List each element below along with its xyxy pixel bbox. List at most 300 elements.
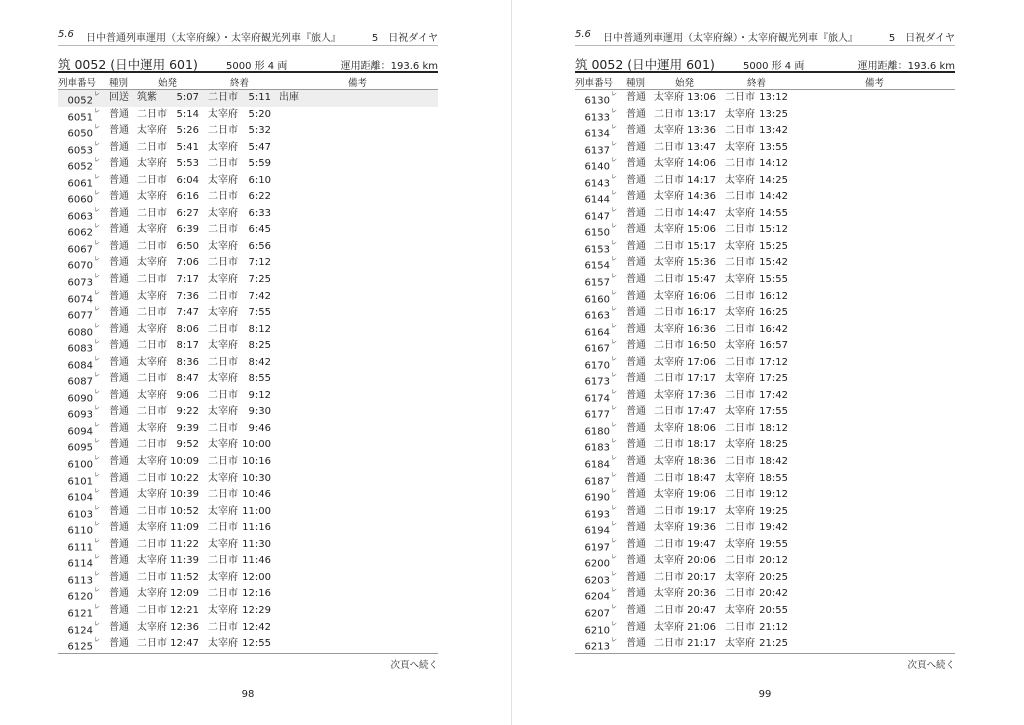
page-number: 98 [241, 689, 255, 700]
arrival-time: 17:42 [759, 389, 788, 401]
train-type: 普通 [626, 373, 646, 385]
departure-time: 5:41 [176, 141, 199, 153]
departure-time: 13:06 [687, 92, 716, 103]
destination-station: 二日市 [725, 621, 755, 633]
table-row [58, 222, 438, 239]
train-suffix: レ [610, 339, 617, 347]
table-row [58, 471, 438, 488]
train-type: 普通 [626, 522, 646, 534]
arrival-time: 20:55 [759, 604, 788, 616]
train-suffix: レ [610, 256, 617, 264]
train-type: 普通 [109, 323, 129, 335]
arrival-time: 6:33 [248, 207, 271, 219]
operation-distance: 運用距離：193.6 km [857, 61, 955, 72]
arrival-time: 20:42 [759, 588, 788, 600]
section-number: 5.6 [575, 29, 591, 40]
train-suffix: レ [610, 173, 617, 181]
departure-time: 9:06 [176, 389, 199, 401]
arrival-time: 9:12 [248, 389, 271, 401]
train-suffix: レ [610, 438, 617, 446]
train-type: 普通 [626, 406, 646, 418]
train-suffix: レ [610, 455, 617, 463]
train-type: 普通 [109, 604, 129, 616]
destination-station: 太宰府 [725, 240, 755, 252]
origin-station: 二日市 [137, 538, 167, 550]
train-type: 普通 [109, 290, 129, 302]
train-number-text: 6193 [584, 509, 610, 520]
train-number-text: 6204 [584, 591, 610, 603]
destination-station: 二日市 [725, 555, 755, 567]
train-suffix: レ [93, 355, 100, 363]
operation-id: 筑 0052 (日中運用 601) [575, 57, 715, 72]
origin-station: 二日市 [137, 240, 167, 252]
train-type: 普通 [109, 638, 129, 650]
origin-station: 太宰府 [137, 323, 167, 335]
train-type: 普通 [626, 290, 646, 302]
arrival-time: 13:12 [759, 92, 788, 103]
train-number-text: 6110 [67, 525, 93, 537]
train-number-text: 6124 [67, 624, 93, 636]
origin-station: 二日市 [654, 108, 684, 120]
departure-time: 8:36 [176, 356, 199, 368]
origin-station: 二日市 [654, 307, 684, 319]
destination-station: 二日市 [208, 456, 238, 468]
destination-station: 二日市 [208, 191, 238, 203]
destination-station: 二日市 [725, 356, 755, 368]
departure-time: 18:17 [687, 439, 716, 451]
train-suffix: レ [610, 273, 617, 281]
train-number-text: 6113 [67, 575, 93, 587]
arrival-time: 11:46 [242, 555, 271, 567]
arrival-time: 18:25 [759, 439, 788, 451]
arrival-time: 8:12 [248, 323, 271, 335]
departure-time: 10:22 [170, 472, 199, 484]
departure-time: 9:52 [176, 439, 199, 451]
train-suffix: レ [610, 355, 617, 363]
destination-station: 太宰府 [208, 108, 238, 120]
departure-time: 6:27 [176, 207, 199, 219]
train-number-text: 6060 [67, 194, 93, 206]
origin-station: 太宰府 [137, 125, 167, 137]
train-number-text: 6134 [584, 128, 610, 140]
origin-station: 二日市 [137, 174, 167, 186]
origin-station: 二日市 [654, 240, 684, 252]
train-type: 普通 [626, 456, 646, 468]
train-number-text: 6197 [584, 542, 610, 554]
train-suffix: レ [610, 421, 617, 429]
arrival-time: 7:42 [248, 290, 271, 302]
train-type: 普通 [109, 240, 129, 252]
train-number-text: 6062 [67, 227, 93, 239]
train-type: 普通 [626, 307, 646, 319]
train-number-text: 6101 [67, 475, 93, 487]
table-row [575, 421, 955, 438]
train-suffix: レ [610, 322, 617, 330]
departure-time: 11:52 [170, 571, 199, 583]
train-number-text: 6061 [67, 178, 93, 190]
arrival-time: 19:55 [759, 538, 788, 550]
train-type: 普通 [626, 489, 646, 501]
origin-station: 筑紫 [137, 92, 157, 103]
table-row [575, 222, 955, 239]
destination-station: 太宰府 [208, 439, 238, 451]
arrival-time: 15:12 [759, 224, 788, 236]
destination-station: 二日市 [725, 92, 755, 103]
train-number-text: 6084 [67, 360, 93, 372]
departure-time: 14:06 [687, 158, 716, 170]
table-row [575, 90, 955, 107]
train-number-text: 6052 [67, 161, 93, 173]
destination-station: 二日市 [725, 290, 755, 302]
section-title: 日中普通列車運用（太宰府線）・太宰府観光列車『旅人』 [86, 33, 341, 44]
table-bottom-rule [58, 653, 438, 654]
table-row [575, 404, 955, 421]
train-suffix: レ [93, 455, 100, 463]
arrival-time: 19:25 [759, 505, 788, 517]
origin-station: 太宰府 [654, 389, 684, 401]
table-row [58, 107, 438, 124]
destination-station: 二日市 [208, 588, 238, 600]
destination-station: 二日市 [208, 158, 238, 170]
page-right [575, 0, 955, 725]
departure-time: 19:06 [687, 489, 716, 501]
destination-station: 太宰府 [725, 604, 755, 616]
origin-station: 二日市 [137, 505, 167, 517]
train-type: 普通 [109, 522, 129, 534]
table-row [575, 437, 955, 454]
train-number-text: 6174 [584, 393, 610, 405]
destination-station: 太宰府 [725, 439, 755, 451]
train-suffix: レ [93, 388, 100, 396]
train-suffix: レ [93, 488, 100, 496]
destination-station: 太宰府 [725, 472, 755, 484]
table-row [58, 388, 438, 405]
destination-station: 二日市 [725, 456, 755, 468]
destination-station: 太宰府 [725, 505, 755, 517]
arrival-time: 17:55 [759, 406, 788, 418]
origin-station: 二日市 [654, 406, 684, 418]
train-suffix: レ [610, 306, 617, 314]
destination-station: 太宰府 [725, 538, 755, 550]
train-number-text: 6051 [67, 111, 93, 123]
departure-time: 13:36 [687, 125, 716, 137]
train-number-text: 6194 [584, 525, 610, 537]
table-row [58, 272, 438, 289]
train-type: 普通 [109, 621, 129, 633]
table-row [58, 404, 438, 421]
departure-time: 15:17 [687, 240, 716, 252]
arrival-time: 17:12 [759, 356, 788, 368]
train-type: 普通 [626, 422, 646, 434]
col-train-number: 列車番号 [575, 78, 614, 89]
table-row [575, 140, 955, 157]
destination-station: 二日市 [208, 125, 238, 137]
train-number-text: 6111 [67, 542, 93, 554]
train-suffix: レ [93, 570, 100, 578]
origin-station: 二日市 [137, 439, 167, 451]
departure-time: 16:17 [687, 307, 716, 319]
table-row [58, 437, 438, 454]
origin-station: 二日市 [137, 274, 167, 286]
train-type: 普通 [109, 274, 129, 286]
departure-time: 20:17 [687, 571, 716, 583]
table-row [575, 255, 955, 272]
train-suffix: レ [93, 405, 100, 413]
origin-station: 二日市 [137, 604, 167, 616]
departure-time: 15:36 [687, 257, 716, 269]
table-row [58, 123, 438, 140]
arrival-time: 7:55 [248, 307, 271, 319]
origin-station: 二日市 [137, 406, 167, 418]
departure-time: 5:26 [176, 125, 199, 137]
table-row [58, 421, 438, 438]
operation-header [58, 55, 438, 73]
train-number-text: 6137 [584, 144, 610, 156]
train-type: 普通 [109, 108, 129, 120]
origin-station: 二日市 [137, 141, 167, 153]
train-suffix: レ [93, 521, 100, 529]
arrival-time: 5:32 [248, 125, 271, 137]
origin-station: 太宰府 [137, 257, 167, 269]
train-type: 普通 [626, 191, 646, 203]
train-type: 普通 [626, 340, 646, 352]
arrival-time: 15:55 [759, 274, 788, 286]
origin-station: 太宰府 [654, 356, 684, 368]
train-number-text: 6143 [584, 178, 610, 190]
arrival-time: 19:42 [759, 522, 788, 534]
column-header [58, 75, 438, 90]
train-suffix: レ [93, 124, 100, 132]
arrival-time: 5:11 [248, 92, 271, 103]
origin-station: 二日市 [137, 638, 167, 650]
departure-time: 19:36 [687, 522, 716, 534]
table-row [575, 537, 955, 554]
train-type: 普通 [109, 456, 129, 468]
train-suffix: レ [93, 289, 100, 297]
destination-station: 二日市 [208, 422, 238, 434]
car-type: 5000 形 4 両 [743, 61, 805, 72]
train-type: 普通 [626, 571, 646, 583]
arrival-time: 10:16 [242, 456, 271, 468]
col-note: 備考 [865, 78, 885, 89]
train-number-text: 6160 [584, 293, 610, 305]
train-number-text: 6050 [67, 128, 93, 140]
train-number-text: 6164 [584, 326, 610, 338]
train-number-text: 6203 [584, 575, 610, 587]
operation-id: 筑 0052 (日中運用 601) [58, 57, 198, 72]
train-suffix: レ [93, 372, 100, 380]
arrival-time: 21:25 [759, 638, 788, 650]
col-type: 種別 [626, 78, 646, 89]
train-number-text: 6177 [584, 409, 610, 421]
train-suffix: レ [610, 637, 617, 645]
arrival-time: 14:25 [759, 174, 788, 186]
destination-station: 二日市 [208, 92, 238, 103]
train-suffix: レ [93, 206, 100, 214]
arrival-time: 20:25 [759, 571, 788, 583]
destination-station: 太宰府 [208, 207, 238, 219]
arrival-time: 16:25 [759, 307, 788, 319]
departure-time: 9:22 [176, 406, 199, 418]
train-number-text: 6144 [584, 194, 610, 206]
train-suffix: レ [610, 471, 617, 479]
departure-time: 6:39 [176, 224, 199, 236]
destination-station: 太宰府 [208, 174, 238, 186]
origin-station: 太宰府 [654, 555, 684, 567]
train-type: 普通 [626, 638, 646, 650]
departure-time: 12:21 [170, 604, 199, 616]
departure-time: 17:06 [687, 356, 716, 368]
origin-station: 太宰府 [137, 290, 167, 302]
train-suffix: レ [610, 488, 617, 496]
train-number-text: 6103 [67, 509, 93, 520]
train-number-text: 6170 [584, 360, 610, 372]
timetable-rows [575, 90, 955, 653]
departure-time: 10:52 [170, 505, 199, 517]
origin-station: 二日市 [654, 571, 684, 583]
origin-station: 太宰府 [137, 422, 167, 434]
destination-station: 太宰府 [208, 604, 238, 616]
train-type: 普通 [109, 125, 129, 137]
destination-station: 二日市 [208, 323, 238, 335]
table-row [575, 553, 955, 570]
train-type: 普通 [626, 257, 646, 269]
train-suffix: レ [93, 140, 100, 148]
train-suffix: レ [610, 537, 617, 545]
train-type: 普通 [109, 356, 129, 368]
origin-station: 太宰府 [654, 125, 684, 137]
arrival-time: 12:55 [242, 638, 271, 650]
train-suffix: レ [93, 471, 100, 479]
origin-station: 太宰府 [654, 290, 684, 302]
train-type: 普通 [626, 505, 646, 517]
arrival-time: 9:46 [248, 422, 271, 434]
train-number-text: 6130 [584, 95, 610, 107]
train-suffix: レ [93, 504, 100, 512]
table-row [58, 504, 438, 521]
arrival-time: 8:25 [248, 340, 271, 352]
destination-station: 太宰府 [725, 274, 755, 286]
page-number: 99 [758, 689, 772, 700]
departure-time: 14:47 [687, 207, 716, 219]
operation-header [575, 55, 955, 73]
train-type: 普通 [626, 125, 646, 137]
departure-time: 12:36 [170, 621, 199, 633]
col-destination: 終着 [747, 78, 767, 89]
table-row [575, 371, 955, 388]
train-type: 普通 [626, 389, 646, 401]
train-number-text: 6104 [67, 492, 93, 504]
train-number-text: 6157 [584, 277, 610, 289]
table-row [575, 454, 955, 471]
departure-time: 19:17 [687, 505, 716, 517]
destination-station: 太宰府 [208, 307, 238, 319]
destination-station: 二日市 [208, 489, 238, 501]
train-suffix: レ [93, 173, 100, 181]
train-suffix: レ [93, 190, 100, 198]
section-title: 日中普通列車運用（太宰府線）・太宰府観光列車『旅人』 [603, 33, 858, 44]
train-suffix: レ [93, 438, 100, 446]
destination-station: 太宰府 [725, 141, 755, 153]
table-row [58, 189, 438, 206]
arrival-time: 15:25 [759, 240, 788, 252]
arrival-time: 20:12 [759, 555, 788, 567]
col-train-number: 列車番号 [58, 78, 97, 89]
chapter-label: 5 日祝ダイヤ [888, 33, 955, 44]
origin-station: 太宰府 [654, 257, 684, 269]
arrival-time: 12:00 [242, 571, 271, 583]
continued-note: 次頁へ続く [390, 660, 438, 671]
origin-station: 二日市 [137, 340, 167, 352]
train-number-text: 6077 [67, 310, 93, 322]
arrival-time: 6:56 [248, 240, 271, 252]
chapter-label: 5 日祝ダイヤ [371, 33, 438, 44]
train-suffix: レ [93, 107, 100, 115]
arrival-time: 14:55 [759, 207, 788, 219]
departure-time: 16:06 [687, 290, 716, 302]
departure-time: 12:47 [170, 638, 199, 650]
table-row [575, 338, 955, 355]
departure-time: 7:17 [176, 274, 199, 286]
table-row [58, 305, 438, 322]
arrival-time: 16:12 [759, 290, 788, 302]
train-suffix: レ [93, 554, 100, 562]
departure-time: 15:06 [687, 224, 716, 236]
train-suffix: レ [610, 107, 617, 115]
destination-station: 二日市 [725, 158, 755, 170]
arrival-time: 10:30 [242, 472, 271, 484]
origin-station: 二日市 [137, 108, 167, 120]
train-number-text: 6183 [584, 442, 610, 454]
train-type: 普通 [109, 141, 129, 153]
train-number-text: 6074 [67, 293, 93, 305]
arrival-time: 7:25 [248, 274, 271, 286]
train-suffix: レ [93, 620, 100, 628]
table-row [58, 454, 438, 471]
train-type: 普通 [109, 406, 129, 418]
table-row [58, 173, 438, 190]
origin-station: 二日市 [654, 439, 684, 451]
train-type: 普通 [109, 307, 129, 319]
departure-time: 6:16 [176, 191, 199, 203]
origin-station: 太宰府 [137, 522, 167, 534]
table-row [58, 620, 438, 637]
destination-station: 太宰府 [725, 340, 755, 352]
train-number-text: 6114 [67, 558, 93, 570]
train-number-text: 6180 [584, 426, 610, 438]
destination-station: 太宰府 [725, 406, 755, 418]
arrival-time: 21:12 [759, 621, 788, 633]
table-row [575, 636, 955, 653]
destination-station: 二日市 [208, 356, 238, 368]
table-row [575, 487, 955, 504]
row-note: 出庫 [279, 92, 299, 103]
origin-station: 太宰府 [137, 456, 167, 468]
table-row [575, 520, 955, 537]
arrival-time: 13:42 [759, 125, 788, 137]
arrival-time: 18:55 [759, 472, 788, 484]
table-row [575, 239, 955, 256]
train-type: 回送 [109, 92, 129, 103]
origin-station: 二日市 [654, 604, 684, 616]
table-row [575, 620, 955, 637]
table-row [58, 90, 438, 107]
origin-station: 太宰府 [137, 621, 167, 633]
departure-time: 20:06 [687, 555, 716, 567]
destination-station: 太宰府 [725, 373, 755, 385]
origin-station: 太宰府 [654, 456, 684, 468]
destination-station: 二日市 [725, 323, 755, 335]
